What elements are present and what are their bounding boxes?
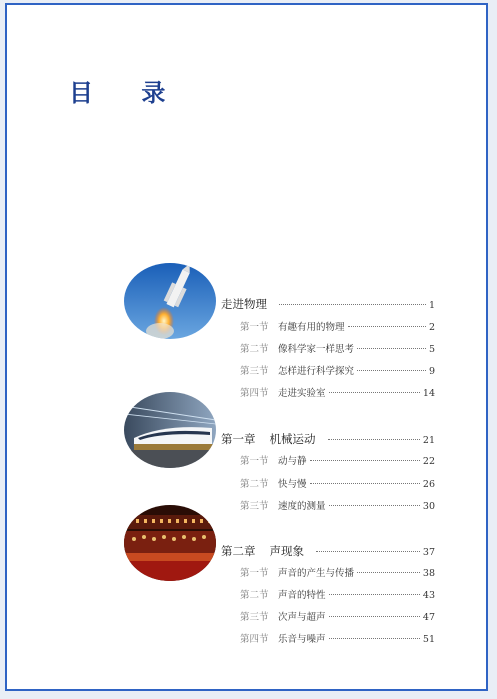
section-number: 第二节 xyxy=(240,479,269,490)
dot-leader xyxy=(328,439,420,440)
section-number: 第一节 xyxy=(240,568,269,579)
dot-leader xyxy=(279,304,426,305)
chapter-label: 第二章 xyxy=(221,544,256,558)
page-number: 21 xyxy=(422,435,435,446)
page-number: 5 xyxy=(428,344,435,355)
toc-item-row[interactable] xyxy=(240,341,435,355)
concert-hall-photo xyxy=(124,505,216,581)
section-title: 动与静 xyxy=(278,456,307,467)
section-title: 速度的测量 xyxy=(278,501,326,512)
page-number: 14 xyxy=(422,388,435,399)
page-number: 37 xyxy=(422,547,435,558)
dot-leader xyxy=(357,572,420,573)
section-title: 走进实验室 xyxy=(278,388,326,399)
section-title: 声音的特性 xyxy=(278,590,326,601)
toc-item-row[interactable] xyxy=(240,609,435,623)
section-title: 次声与超声 xyxy=(278,612,326,623)
page-number: 47 xyxy=(422,612,435,623)
toc-item-row[interactable] xyxy=(240,565,435,579)
page-number: 1 xyxy=(428,300,435,311)
toc-item-row[interactable] xyxy=(240,385,435,399)
toc-page xyxy=(5,3,488,691)
section-number: 第三节 xyxy=(240,612,269,623)
section-number: 第三节 xyxy=(240,501,269,512)
page-number: 22 xyxy=(422,456,435,467)
dot-leader xyxy=(357,370,426,371)
toc-heading-row[interactable] xyxy=(221,296,435,312)
page-number: 51 xyxy=(422,634,435,645)
dot-leader xyxy=(310,460,420,461)
section-title: 像科学家一样思考 xyxy=(278,344,355,355)
toc-heading-row[interactable] xyxy=(221,543,435,559)
page-number: 38 xyxy=(422,568,435,579)
page-number: 9 xyxy=(428,366,435,377)
dot-leader xyxy=(329,594,420,595)
page-number: 2 xyxy=(428,322,435,333)
section-number: 第一节 xyxy=(240,456,269,467)
toc-item-row[interactable] xyxy=(240,587,435,601)
section-number: 第四节 xyxy=(240,388,269,399)
section-title: 乐音与噪声 xyxy=(278,634,326,645)
page-number: 43 xyxy=(422,590,435,601)
dot-leader xyxy=(329,616,420,617)
toc-item-row[interactable] xyxy=(240,631,435,645)
dot-leader xyxy=(329,392,420,393)
toc-item-row[interactable] xyxy=(240,453,435,467)
page-number: 30 xyxy=(422,501,435,512)
section-title: 声音的产生与传播 xyxy=(278,568,355,579)
toc-heading-row[interactable] xyxy=(221,431,435,447)
chapter-title: 声现象 xyxy=(269,544,304,558)
chapter-title: 走进物理 xyxy=(221,297,267,311)
section-number: 第二节 xyxy=(240,344,269,355)
page-number: 26 xyxy=(422,479,435,490)
page-title: 目 录 xyxy=(69,78,186,107)
dot-leader xyxy=(329,638,420,639)
dot-leader xyxy=(329,505,420,506)
dot-leader xyxy=(357,348,426,349)
dot-leader xyxy=(316,551,420,552)
chapter-label: 第一章 xyxy=(221,432,256,446)
chapter-title: 机械运动 xyxy=(269,432,316,446)
rocket-launch-photo xyxy=(124,263,216,339)
section-title: 有趣有用的物理 xyxy=(278,322,345,333)
toc-item-row[interactable] xyxy=(240,498,435,512)
toc-item-row[interactable] xyxy=(240,319,435,333)
section-number: 第三节 xyxy=(240,366,269,377)
high-speed-train-photo xyxy=(124,392,216,468)
section-title: 怎样进行科学探究 xyxy=(278,366,355,377)
section-number: 第二节 xyxy=(240,590,269,601)
section-title: 快与慢 xyxy=(278,479,307,490)
dot-leader xyxy=(310,483,420,484)
toc-item-row[interactable] xyxy=(240,476,435,490)
toc-item-row[interactable] xyxy=(240,363,435,377)
dot-leader xyxy=(348,326,426,327)
section-number: 第四节 xyxy=(240,634,269,645)
section-number: 第一节 xyxy=(240,322,269,333)
